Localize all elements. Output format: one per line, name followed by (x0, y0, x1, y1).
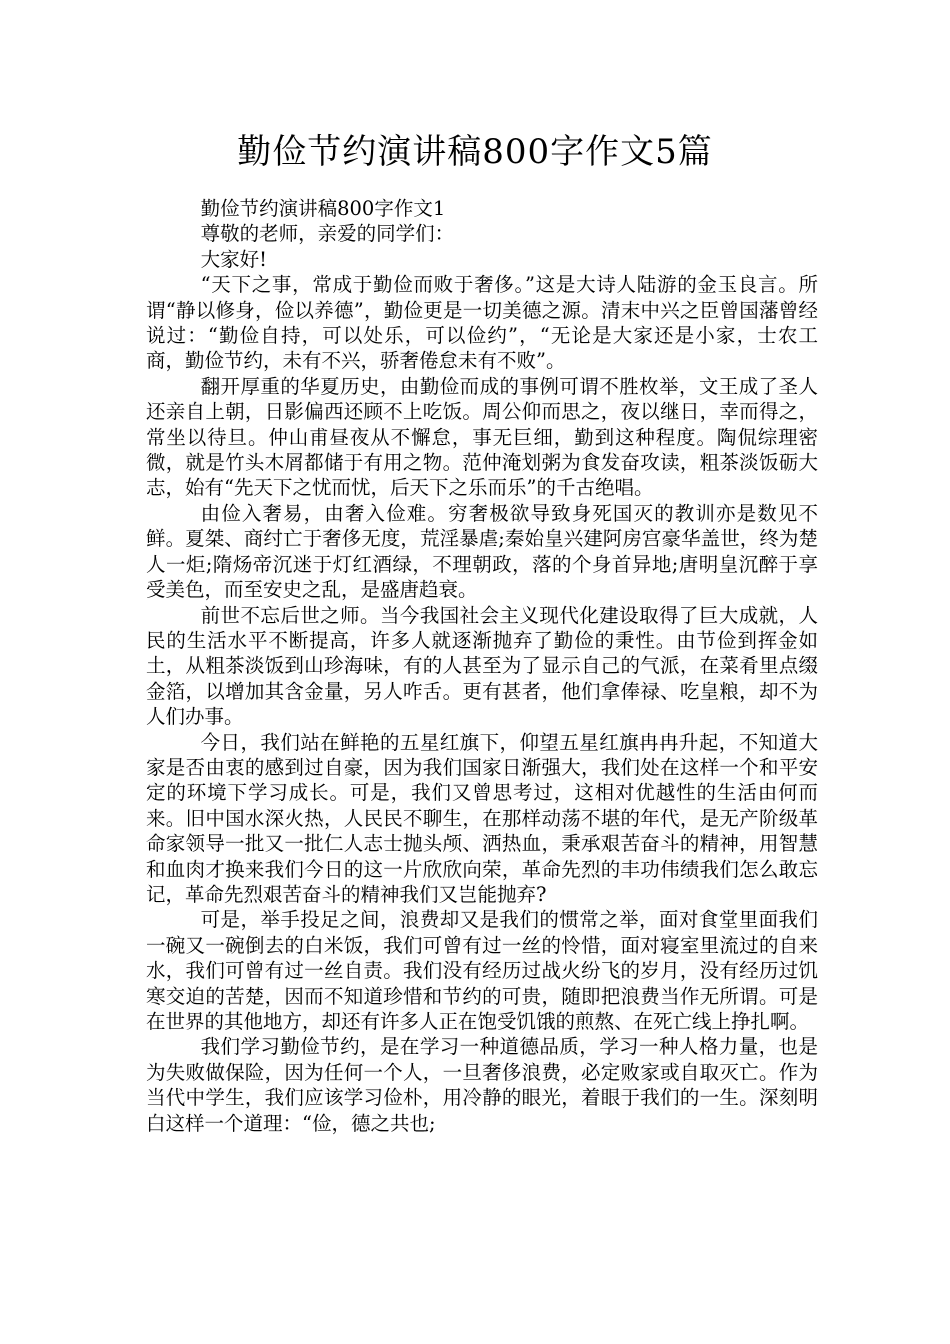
paragraph-7: 我们学习勤俭节约，是在学习一种道德品质，学习一种人格力量，也是为失败做保险，因为任何一个人，一旦奢侈浪费，必定败家或自取灭亡。作为当代中学生，我们应该学习俭朴，用冷静的眼光，着眼于我们的一生。深刻明白这样一个道理：“俭，德之共也; (146, 1035, 818, 1135)
paragraph-3: 由俭入奢易，由奢入俭难。穷奢极欲导致身死国灭的教训亦是数见不鲜。夏桀、商纣亡于奢侈无度，荒淫暴虐;秦始皇兴建阿房宫豪华盖世，终为楚人一炬;隋炀帝沉迷于灯红酒绿，不理朝政，落的个身首异地;唐明皇沉醉于享受美色，而至安史之乱，是盛唐趋衰。 (146, 501, 818, 602)
paragraph-1: “天下之事，常成于勤俭而败于奢侈。”这是大诗人陆游的金玉良言。所谓“静以修身，俭以养德”，勤俭更是一切美德之源。清末中兴之臣曾国藩曾经说过：“勤俭自持，可以处乐，可以俭约”，“无论是大家还是小家，士农工商，勤俭节约，未有不兴，骄奢倦怠未有不败”。 (146, 273, 818, 373)
paragraph-4: 前世不忘后世之师。当今我国社会主义现代化建设取得了巨大成就，人民的生活水平不断提高，许多人就逐渐抛弃了勤俭的秉性。由节俭到挥金如土，从粗茶淡饭到山珍海味，有的人甚至为了显示自己的气派，在菜肴里点缀金箔，以增加其含金量，另人咋舌。更有甚者，他们拿俸禄、吃皇粮，却不为人们办事。 (146, 603, 818, 729)
document-title: 勤俭节约演讲稿800字作文5篇 (237, 132, 713, 172)
essay-subtitle: 勤俭节约演讲稿800字作文1 (200, 197, 446, 220)
paragraph-2: 翻开厚重的华夏历史，由勤俭而成的事例可谓不胜枚举，文王成了圣人还亲自上朝，日影偏西还顾不上吃饭。周公仰而思之，夜以继日，幸而得之，常坐以待旦。仲山甫昼夜从不懈怠，事无巨细，勤到这种程度。陶侃综理密微，就是竹头木屑都储于有用之物。范仲淹划粥为食发奋攻读，粗茶淡饭砺大志，始有“先天下之忧而忧，后天下之乐而乐”的千古绝唱。 (146, 374, 818, 500)
paragraph-6: 可是，举手投足之间，浪费却又是我们的惯常之举，面对食堂里面我们一碗又一碗倒去的白米饭，我们可曾有过一丝的怜惜，面对寝室里流过的自来水，我们可曾有过一丝自责。我们没有经历过战火纷飞的岁月，没有经历过饥寒交迫的苦楚，因而不知道珍惜和节约的可贵，随即把浪费当作无所谓。可是在世界的其他地方，却还有许多人正在饱受饥饿的煎熬、在死亡线上挣扎啊。 (146, 908, 818, 1033)
greeting: 大家好! (200, 247, 267, 271)
paragraph-5: 今日，我们站在鲜艳的五星红旗下，仰望五星红旗冉冉升起，不知道大家是否由衷的感到过自豪，因为我们国家日渐强大，我们处在这样一个和平安定的环境下学习成长。可是，我们又曾思考过，这相对优越性的生活由何而来。旧中国水深火热，人民民不聊生，在那样动荡不堪的年代，是无产阶级革命家领导一批又一批仁人志士抛头颅、洒热血，秉承艰苦奋斗的精神，用智慧和血肉才换来我们今日的这一片欣欣向荣，革命先烈的丰功伟绩我们怎么敢忘记，革命先烈艰苦奋斗的精神我们又岂能抛弃? (146, 730, 818, 906)
salutation: 尊敬的老师，亲爱的同学们： (200, 222, 455, 246)
document-body (146, 196, 818, 1136)
